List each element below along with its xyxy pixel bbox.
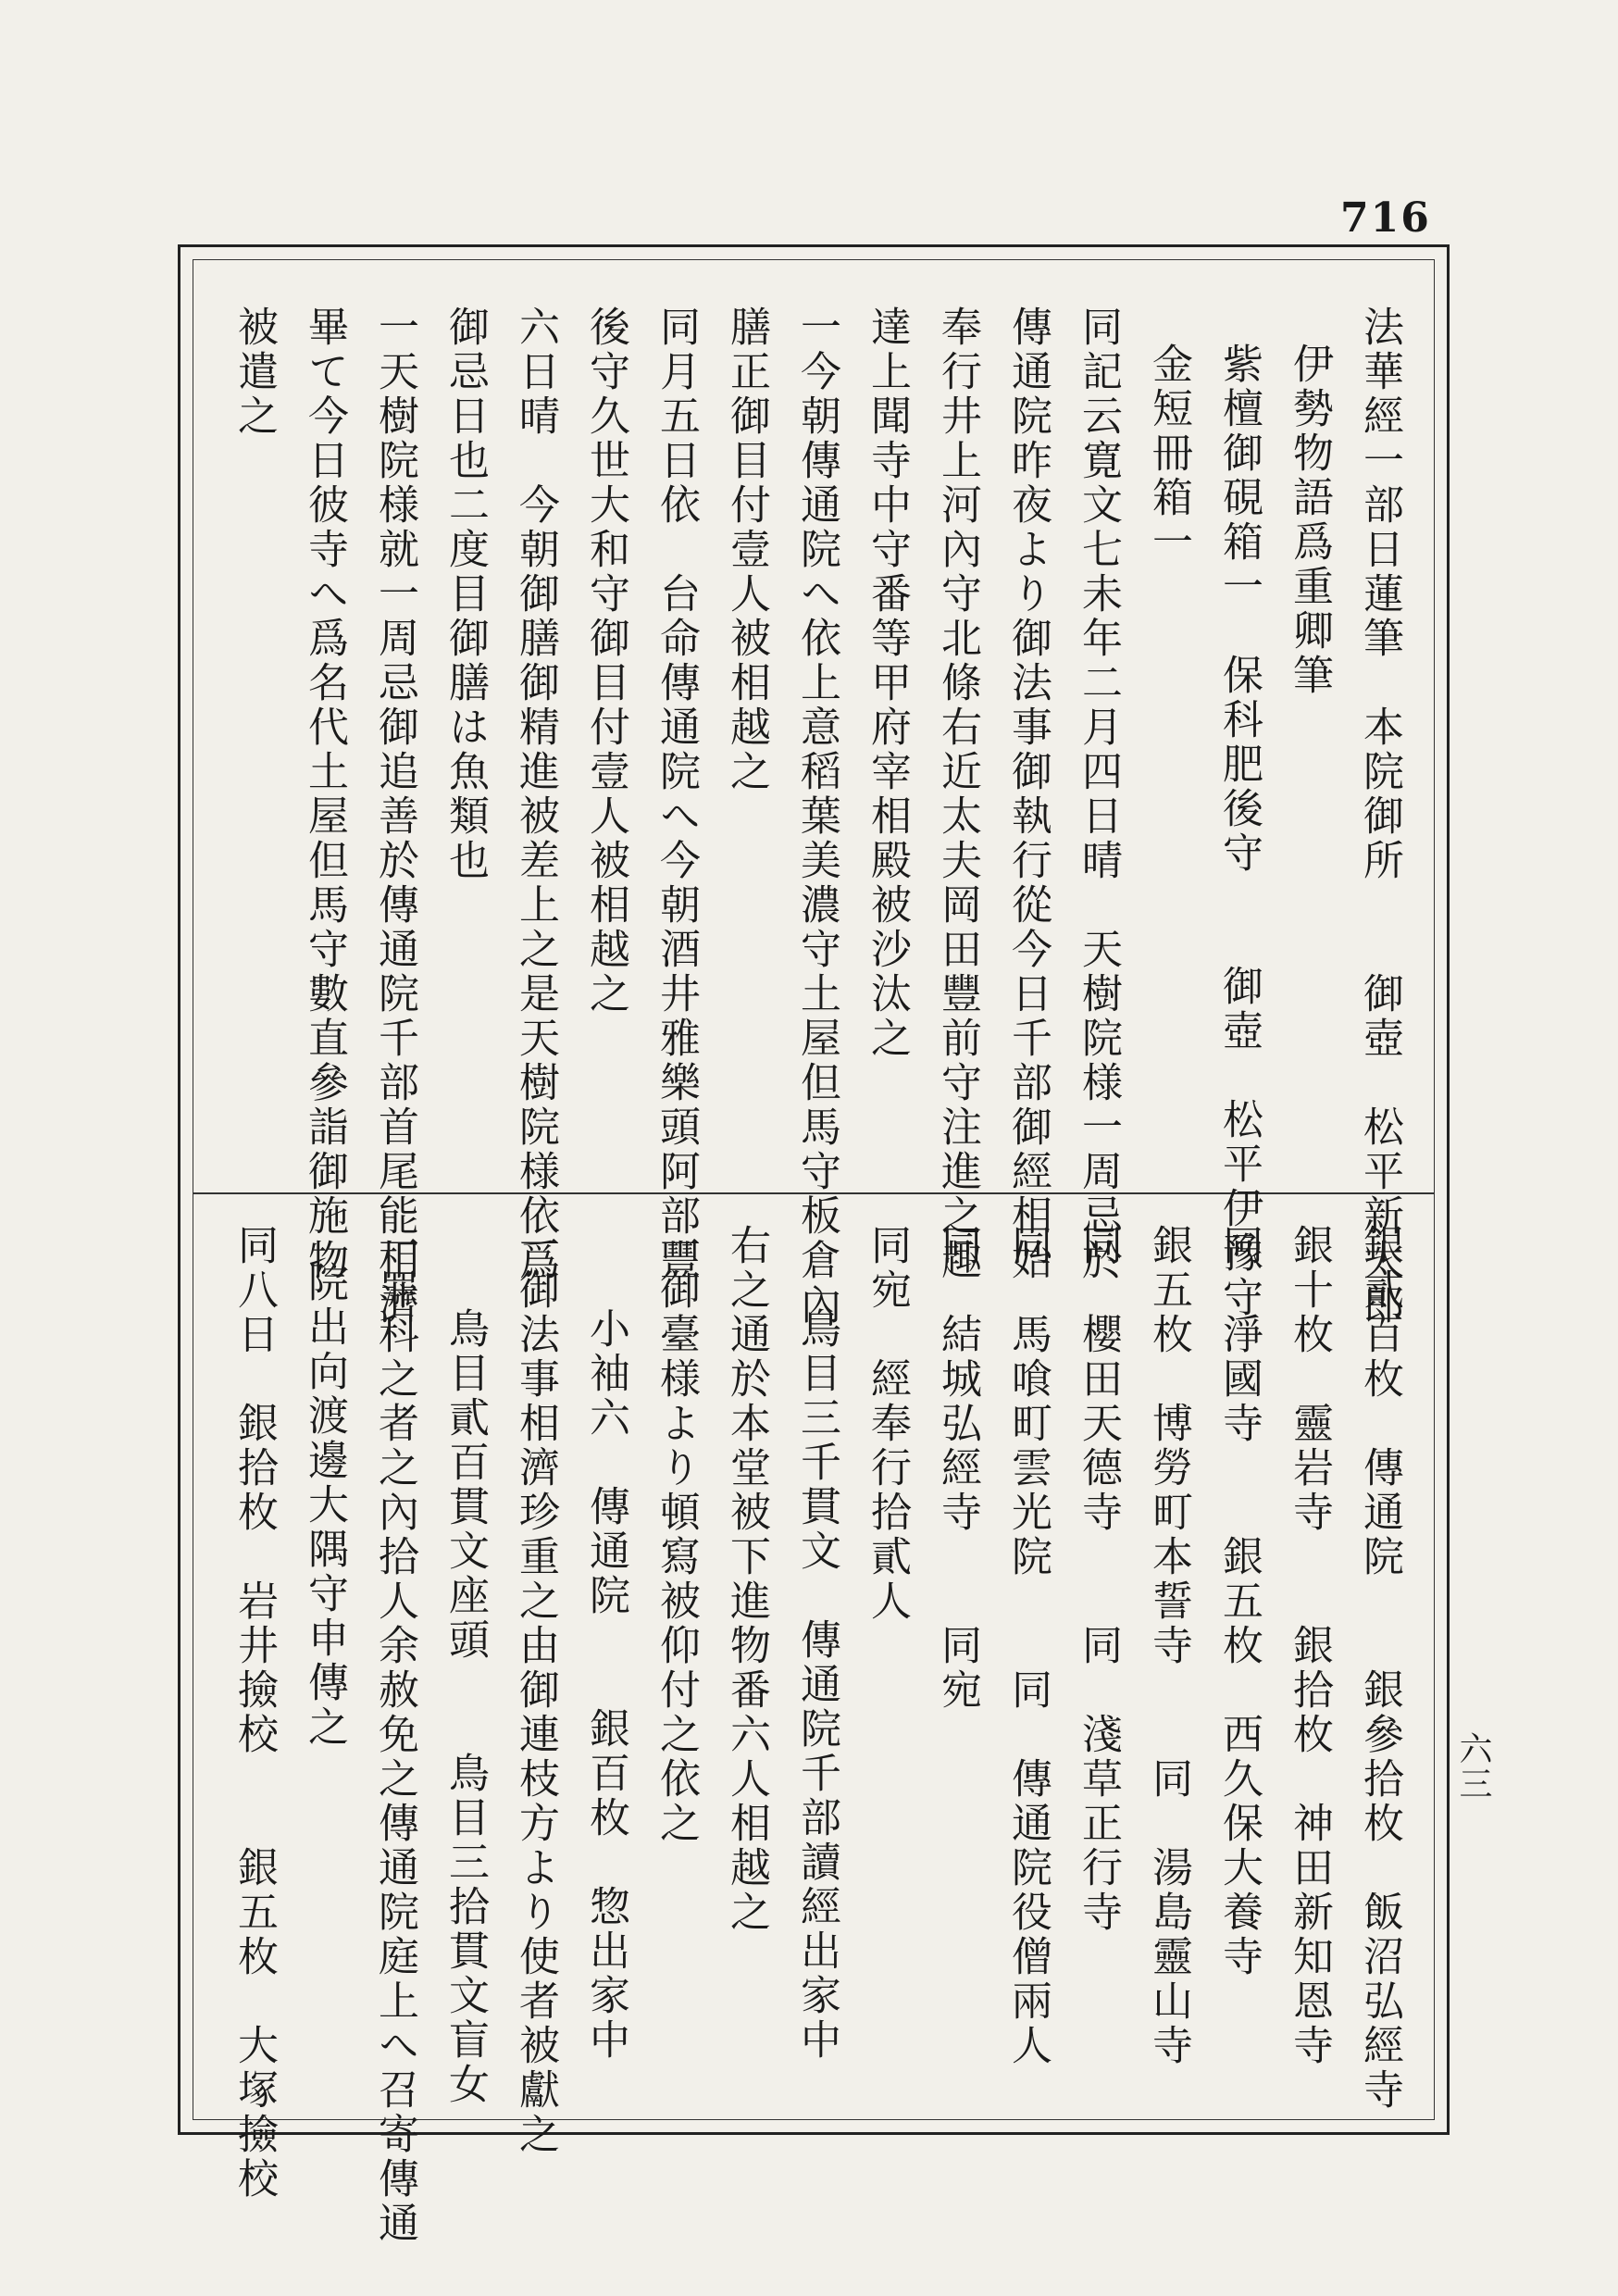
text-column: 鳥目貳百貫文座頭 鳥目三拾貫文盲女 (442, 1307, 489, 2107)
text-column: 同 櫻田天德寺 同 淺草正行寺 (1075, 1224, 1122, 1935)
text-column: 被遣之 (230, 306, 278, 439)
text-column: 傳通院昨夜より御法事御執行從今日千部御經相始 (1004, 306, 1052, 1283)
text-column: 御忌日也二度目御膳は魚類也 (442, 306, 489, 883)
text-column: 同 馬喰町雲光院 同 傳通院役僧兩人 (1004, 1224, 1052, 2068)
text-column: 同八日 銀拾枚 岩井撿校 銀五枚 大塚撿校 (230, 1224, 278, 2202)
text-column: 同 結城弘經寺 同宛 (934, 1224, 981, 1713)
text-column: 一天樹院様就一周忌御追善於傳通院千部首尾能相濟 (371, 306, 418, 1328)
text-column: 一御法事相濟珍重之由御連枝方より使者被獻之 (512, 1224, 559, 2157)
text-column: 同宛 經奉行拾貳人 (864, 1224, 911, 1624)
lower-text-section (211, 1224, 1414, 2246)
text-column: 院出向渡邊大隅守申傳之 (301, 1261, 348, 1750)
text-column: 同月五日依 台命傳通院へ今朝酒井雅樂頭阿部豐 (653, 306, 700, 1283)
text-column: 右之通於本堂被下進物番六人相越之 (723, 1224, 770, 1935)
text-column: 法華經一部日蓮筆 本院御所 御壺 松平新太郎 (1356, 306, 1403, 1328)
text-column: 後守久世大和守御目付壹人被相越之 (582, 306, 629, 1017)
text-column: 畢て今日彼寺へ爲名代土屋但馬守數直參詣御施物 (301, 306, 348, 1283)
text-column: 銀五枚 博勞町本誓寺 同 湯島靈山寺 (1145, 1224, 1192, 2068)
text-column: 六日晴 今朝御膳御精進被差上之是天樹院様依爲 (512, 306, 559, 1283)
text-column: 一御臺様より頓寫被仰付之依之 (653, 1224, 700, 1846)
page-number: 716 (1340, 194, 1431, 242)
text-column: 膳正御目付壹人被相越之 (723, 306, 770, 794)
upper-text-section (211, 306, 1414, 1328)
text-column: 同記云寛文七未年二月四日晴 天樹院様一周忌於 (1075, 306, 1122, 1283)
text-column: 伊勢物語爲重卿筆 (1286, 343, 1333, 698)
text-column: 銀十枚 靈岩寺 銀拾枚 神田新知恩寺 (1286, 1224, 1333, 2068)
text-column: 鳥目三千貫文 傳通院千部讀經出家中 (793, 1307, 840, 2063)
text-column: 小袖六 傳通院 銀百枚 惣出家中 (582, 1307, 629, 2063)
text-column: 一罪科之者之內拾人余赦免之傳通院庭上へ召寄傳通 (371, 1224, 418, 2246)
margin-page-number: 六三 (1454, 1731, 1492, 1802)
text-column: 一今朝傳通院へ依上意稻葉美濃守土屋但馬守板倉內 (793, 306, 840, 1328)
text-column: 奉行井上河內守北條右近太夫岡田豐前守注進之趣 (934, 306, 981, 1283)
text-column: 金短冊箱一 (1145, 343, 1192, 565)
text-column: 同 淨國寺 銀五枚 西久保大養寺 (1215, 1224, 1263, 1979)
text-column: 達上聞寺中守番等甲府宰相殿被沙汰之 (864, 306, 911, 1061)
text-column: 銀貳百枚 傳通院 銀參拾枚 飯沼弘經寺 (1356, 1224, 1403, 2113)
text-column: 紫檀御硯箱一 保科肥後守 御壺 松平伊豫守 (1215, 343, 1263, 1320)
